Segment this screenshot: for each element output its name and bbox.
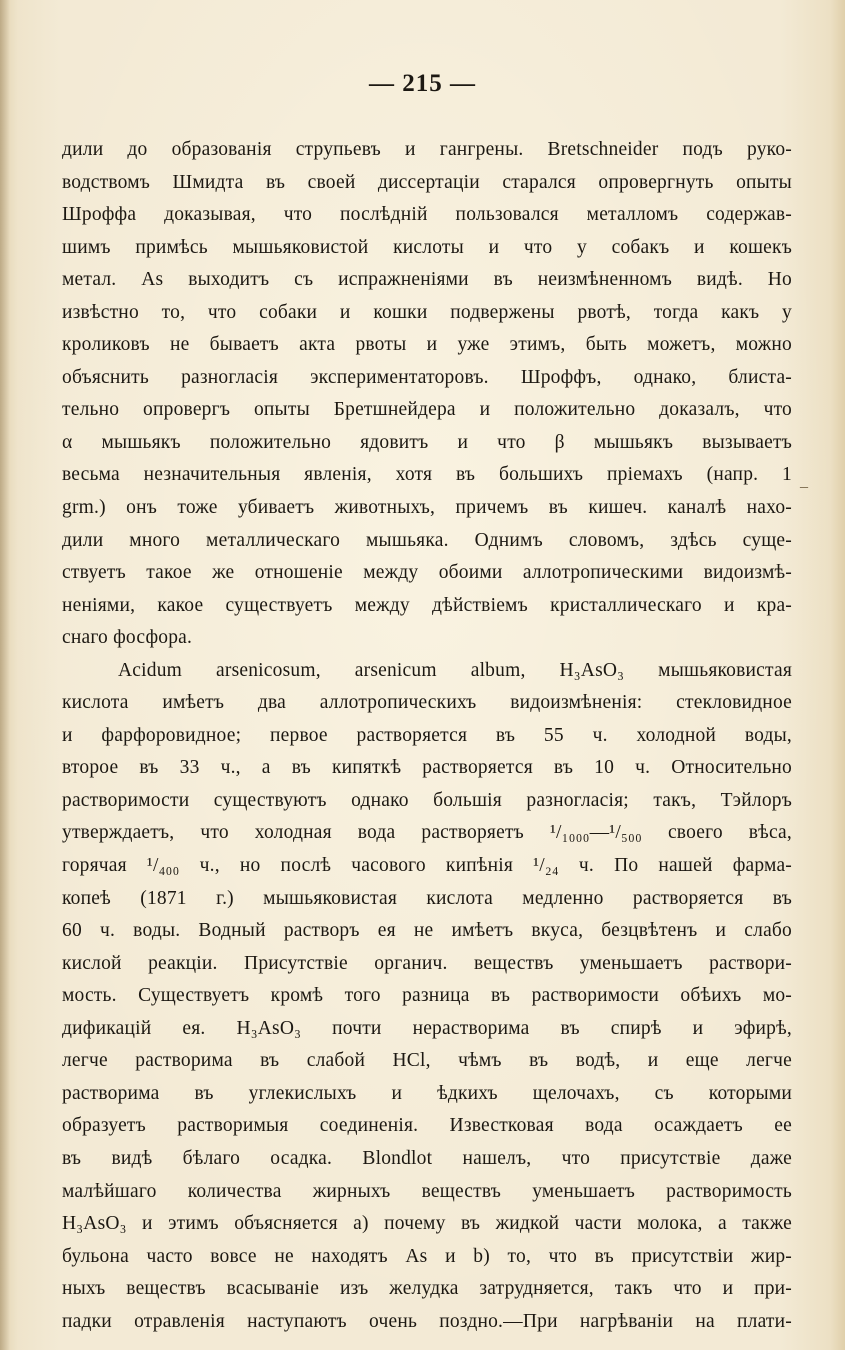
text-line: объяснить разногласія экспериментаторовъ. Шроффъ, однако, блиста- bbox=[62, 366, 792, 388]
text-line: неніями, какое существуетъ между дѣйствіемъ кристаллическаго и кра- bbox=[62, 594, 792, 616]
text-line: α мышьякъ положительно ядовитъ и что β мышьякъ вызываетъ bbox=[62, 431, 792, 453]
text-line: кислой реакціи. Присутствіе органич. веществъ уменьшаетъ раствори- bbox=[62, 952, 792, 974]
text-line: и фарфоровидное; первое растворяется въ 55 ч. холодной воды, bbox=[62, 724, 792, 746]
text-line: снаго фосфора. bbox=[62, 627, 193, 649]
text-line: растворима въ углекислыхъ и ѣдкихъ щелочахъ, съ которыми bbox=[62, 1082, 792, 1104]
text-line: растворимости существуютъ однако большія разногласія; такъ, Тэйлоръ bbox=[62, 789, 792, 811]
text-line: мость. Существуетъ кромѣ того разница въ растворимости обѣихъ мо- bbox=[62, 985, 792, 1007]
text-line: весьма незначительныя явленія, хотя въ большихъ пріемахъ (напр. 1 bbox=[62, 464, 792, 486]
text-line: второе въ 33 ч., а въ кипяткѣ растворяется въ 10 ч. Относительно bbox=[62, 757, 792, 779]
paragraph-2 bbox=[62, 655, 792, 1338]
text-line: копеѣ (1871 г.) мышьяковистая кислота медленно растворяется въ bbox=[62, 887, 792, 909]
page-number: — 215 — bbox=[369, 70, 476, 97]
spine-shadow bbox=[0, 0, 10, 1350]
text-line: дификацій ея. H₃AsO₃ почти нерастворима въ спирѣ и эфирѣ, bbox=[62, 1017, 792, 1039]
text-line: извѣстно то, что собаки и кошки подвержены рвотѣ, тогда какъ у bbox=[62, 301, 792, 323]
text-line: ствуетъ такое же отношеніе между обоими аллотропическими видоизмѣ- bbox=[62, 562, 792, 584]
paragraph-1 bbox=[62, 134, 792, 655]
body-text bbox=[62, 134, 792, 1338]
text-line: ныхъ веществъ всасываніе изъ желудка затрудняется, такъ что и при- bbox=[62, 1278, 792, 1300]
text-line: тельно опровергъ опыты Бретшнейдера и положительно доказалъ, что bbox=[62, 399, 792, 421]
text-line: малѣйшаго количества жирныхъ веществъ уменьшаетъ растворимость bbox=[62, 1180, 792, 1202]
text-line: горячая ¹/₄₀₀ ч., но послѣ часового кипѣнія ¹/₂₄ ч. По нашей фарма- bbox=[62, 855, 792, 877]
text-line: grm.) онъ тоже убиваетъ животныхъ, причемъ въ кишеч. каналѣ нахо- bbox=[62, 497, 792, 519]
text-line: метал. As выходитъ съ испражненіями въ неизмѣненномъ видѣ. Но bbox=[62, 269, 792, 291]
text-line: Acidum arsenicosum, arsenicum album, H₃AsO₃ мышьяковистая bbox=[118, 659, 792, 681]
text-line: въ видѣ бѣлаго осадка. Blondlot нашелъ, что присутствіе даже bbox=[62, 1147, 792, 1169]
text-line: H₃AsO₃ и этимъ объясняется а) почему въ жидкой части молока, а также bbox=[62, 1213, 792, 1235]
text-line: дили до образованія струпьевъ и гангрены. Bretschneider подъ руко- bbox=[62, 139, 792, 160]
text-line: падки отравленія наступаютъ очень поздно.—При нагрѣваніи на плати- bbox=[62, 1310, 792, 1332]
text-line: шимъ примѣсь мышьяковистой кислоты и что у собакъ и кошекъ bbox=[62, 236, 792, 258]
text-line: Шроффа доказывая, что послѣдній пользовался металломъ содержав- bbox=[62, 204, 792, 226]
text-line: водствомъ Шмидта въ своей диссертаціи старался опровергнуть опыты bbox=[62, 171, 792, 193]
text-line: кислота имѣетъ два аллотропическихъ видоизмѣненія: стекловидное bbox=[62, 692, 792, 714]
text-line: бульона часто вовсе не находятъ As и b) то, что въ присутствіи жир- bbox=[62, 1245, 792, 1267]
text-line: кроликовъ не бываетъ акта рвоты и уже этимъ, быть можетъ, можно bbox=[62, 334, 792, 356]
text-line: 60 ч. воды. Водный растворъ ея не имѣетъ вкуса, безцвѣтенъ и слабо bbox=[62, 920, 792, 942]
text-line: легче растворима въ слабой HCl, чѣмъ въ водѣ, и еще легче bbox=[62, 1050, 792, 1072]
text-line: дили много металлическаго мышьяка. Однимъ словомъ, здѣсь суще- bbox=[62, 529, 792, 551]
text-line: образуетъ растворимыя соединенія. Известковая вода осаждаетъ ее bbox=[62, 1115, 792, 1137]
margin-mark: _ bbox=[800, 473, 808, 490]
text-line: утверждаетъ, что холодная вода растворяетъ ¹/₁₀₀₀—¹/₅₀₀ своего вѣса, bbox=[62, 822, 792, 844]
